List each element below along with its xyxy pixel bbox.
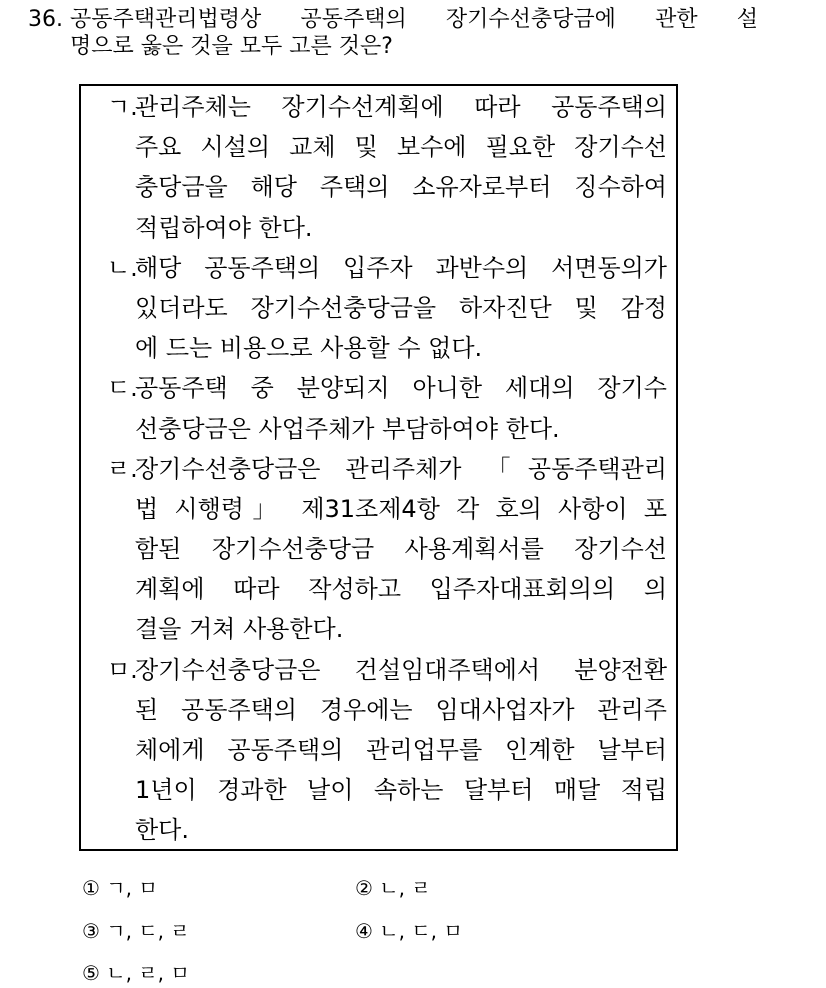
- statement-line: 법 시행령」 제31조제4항 각 호의 사항이 포: [135, 494, 667, 523]
- question-line: 명으로 옳은 것을 모두 고른 것은?: [70, 34, 393, 59]
- statement-marker: ㄱ.: [107, 93, 138, 121]
- statement-marker: ㄷ.: [107, 374, 138, 403]
- statement-line: 관리주체는 장기수선계획에 따라 공동주택의: [135, 93, 667, 121]
- statement-line: 함된 장기수선충당금 사용계획서를 장기수선: [135, 535, 667, 564]
- statement-line: 장기수선충당금은 건설임대주택에서 분양전환: [135, 655, 667, 684]
- statement-line: 충당금을 해당 주택의 소유자로부터 징수하여: [135, 173, 667, 202]
- statement-line: 결을 거쳐 사용한다.: [135, 615, 344, 644]
- statement-marker: ㄹ.: [107, 454, 138, 483]
- option-4[interactable]: ④ ㄴ, ㄷ, ㅁ: [355, 919, 463, 943]
- option-5[interactable]: ⑤ ㄴ, ㄹ, ㅁ: [82, 961, 190, 985]
- statement-line: 주요 시설의 교체 및 보수에 필요한 장기수선: [135, 133, 667, 162]
- statement-item: [107, 368, 667, 448]
- statement-line: 1년이 경과한 날이 속하는 달부터 매달 적립: [135, 776, 667, 805]
- statement-line: 한다.: [135, 816, 189, 845]
- question-number: 36.: [28, 7, 63, 32]
- option-2[interactable]: ② ㄴ, ㄹ: [355, 876, 431, 900]
- question-stem: [28, 6, 758, 60]
- statement-line: 장기수선충당금은 관리주체가 「공동주택관리: [135, 454, 667, 483]
- statement-list: [107, 87, 667, 851]
- statement-line: 된 공동주택의 경우에는 임대사업자가 관리주: [135, 695, 667, 724]
- statement-line: 선충당금은 사업주체가 부담하여야 한다.: [135, 414, 560, 443]
- statement-item: [107, 248, 667, 369]
- statement-item: [107, 87, 667, 248]
- statement-line: 계획에 따라 작성하고 입주자대표회의의 의: [135, 575, 667, 604]
- statement-marker: ㅁ.: [107, 655, 138, 684]
- statement-line: 있더라도 장기수선충당금을 하자진단 및 감정: [135, 293, 667, 322]
- statement-line: 적립하여야 한다.: [135, 213, 313, 242]
- statement-line: 공동주택 중 분양되지 아니한 세대의 장기수: [135, 374, 667, 403]
- statement-item: [107, 449, 667, 650]
- option-1[interactable]: ① ㄱ, ㅁ: [82, 876, 158, 900]
- option-3[interactable]: ③ ㄱ, ㄷ, ㄹ: [82, 919, 190, 943]
- statement-line: 에 드는 비용으로 사용할 수 없다.: [135, 334, 483, 363]
- statement-marker: ㄴ.: [107, 253, 138, 282]
- statement-item: [107, 650, 667, 851]
- statement-line: 해당 공동주택의 입주자 과반수의 서면동의가: [135, 253, 667, 282]
- question-line: 공동주택관리법령상 공동주택의 장기수선충당금에 관한 설: [70, 7, 758, 32]
- statement-line: 체에게 공동주택의 관리업무를 인계한 날부터: [135, 736, 667, 764]
